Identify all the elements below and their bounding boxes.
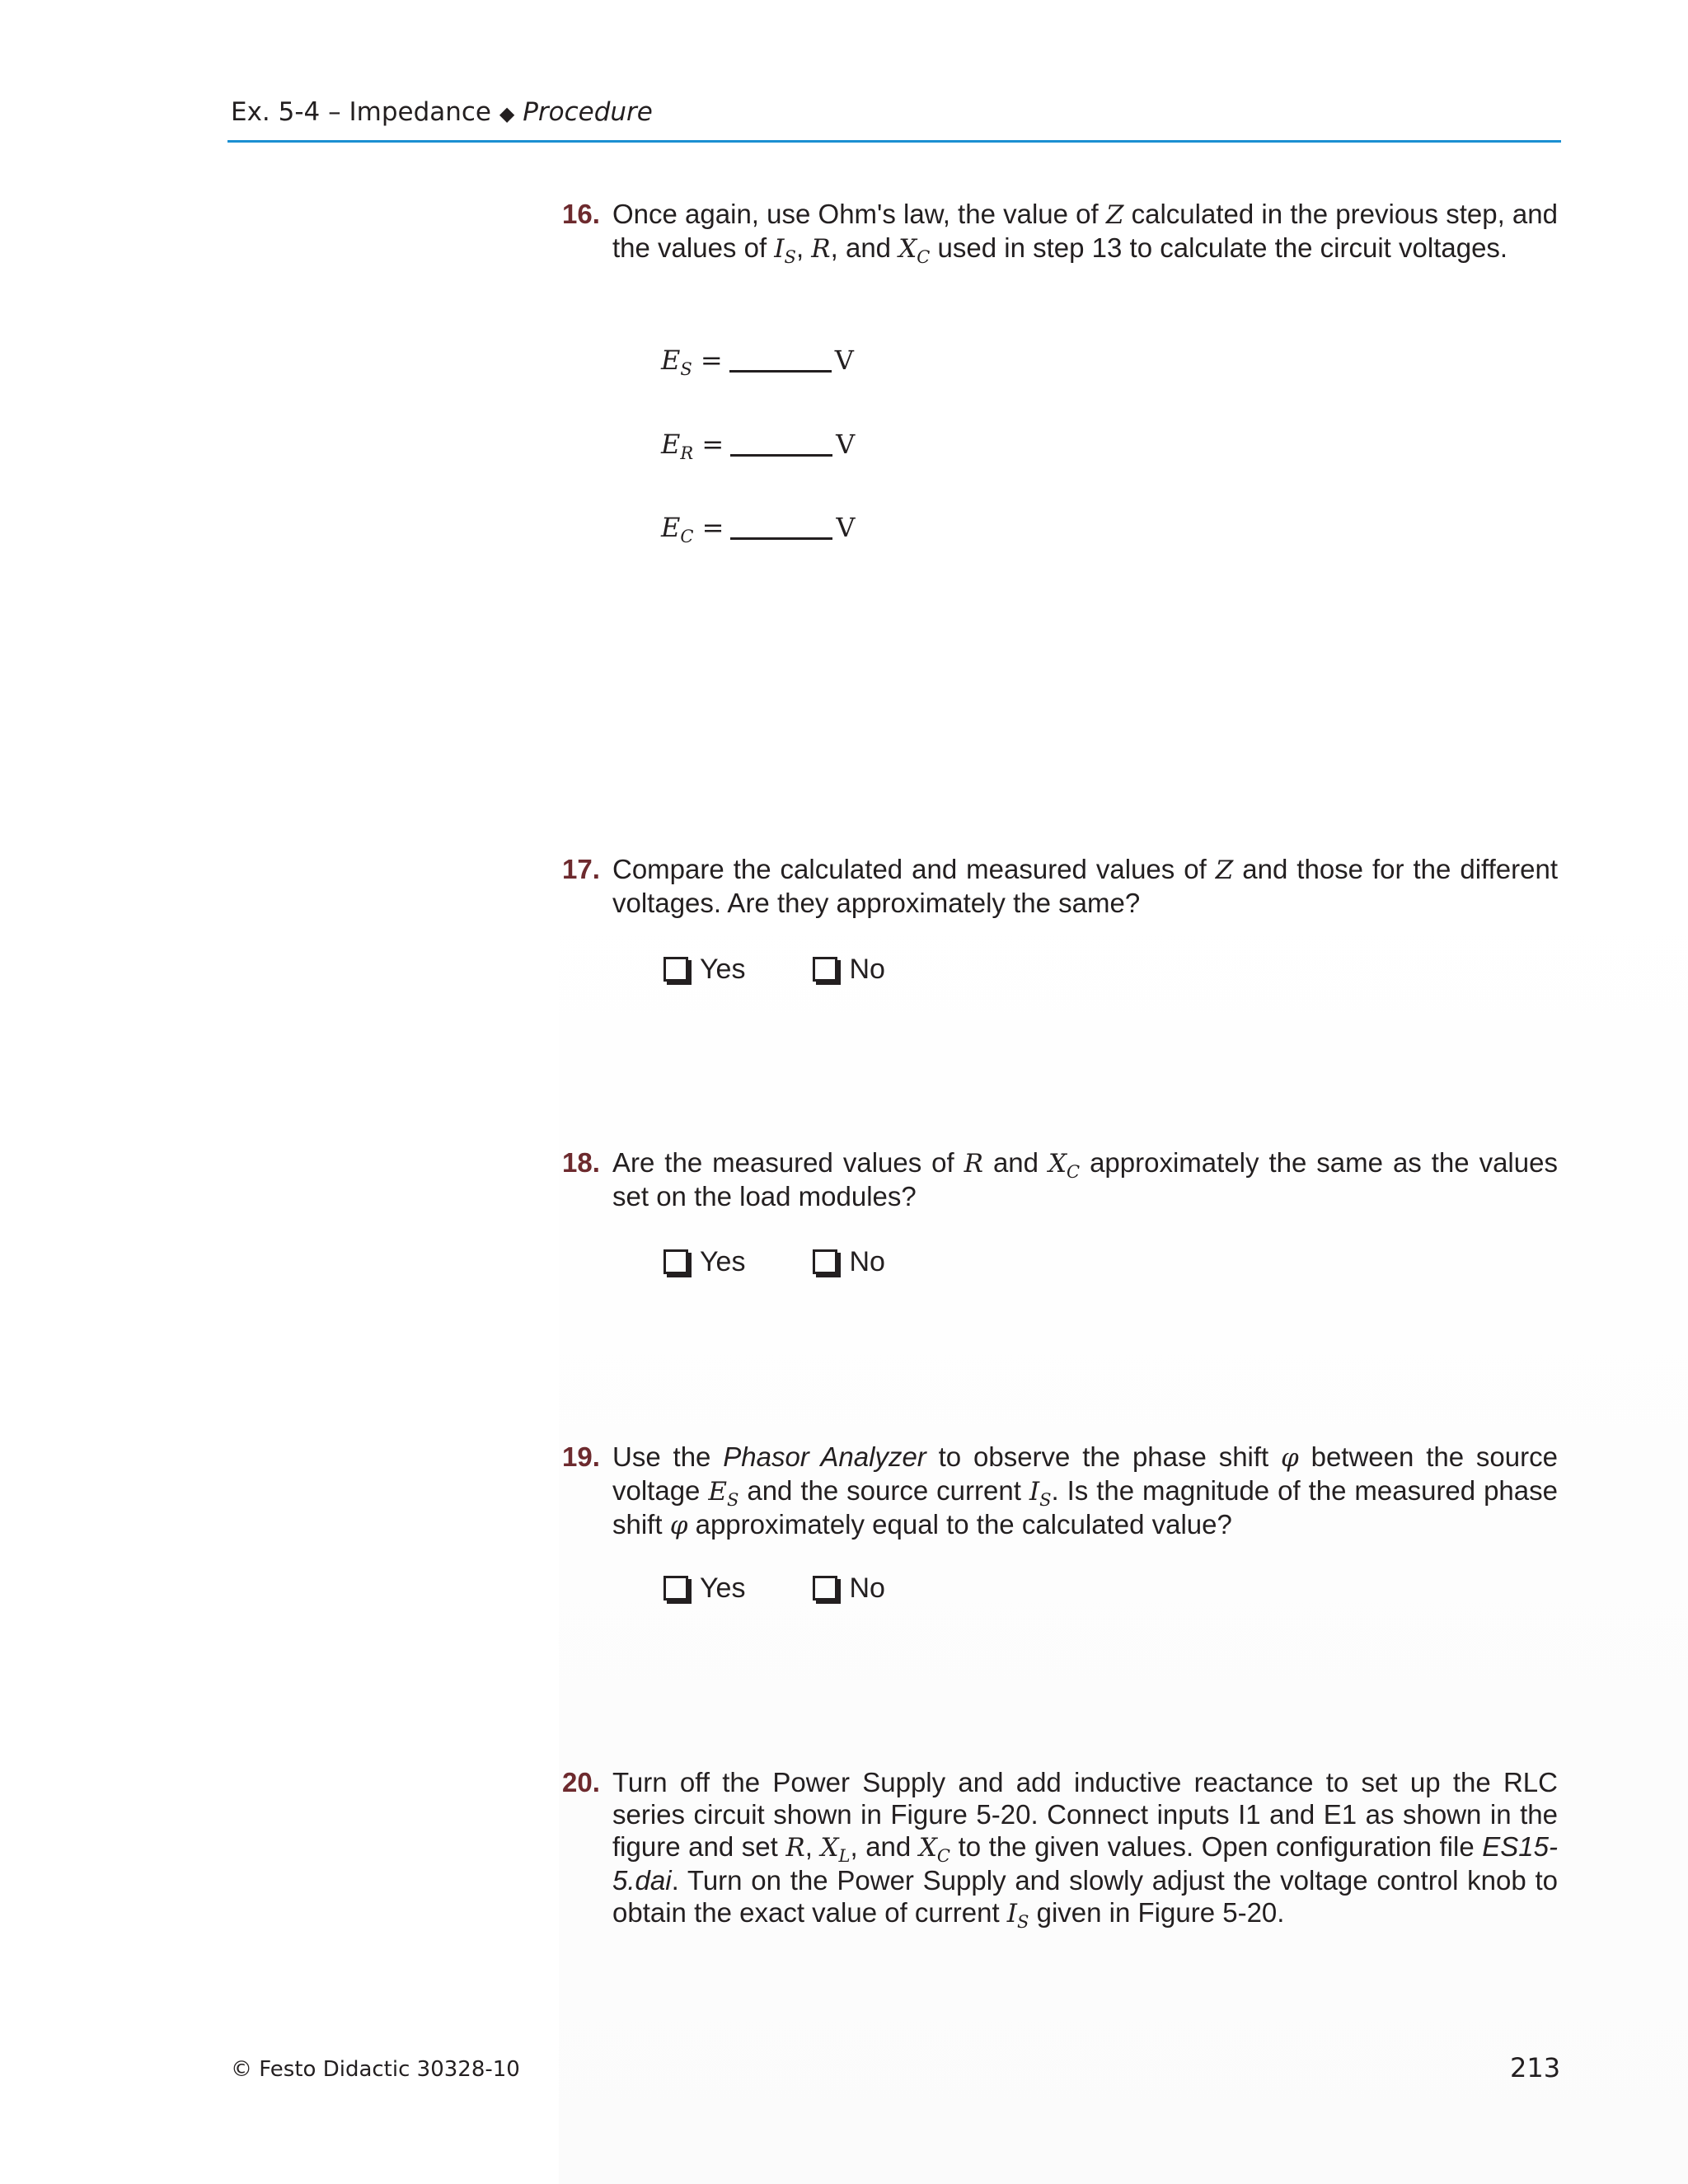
checkbox-icon xyxy=(813,1249,837,1274)
equation-ec: $E_C = V$ xyxy=(661,512,856,546)
yes-checkbox[interactable]: Yes xyxy=(663,1572,745,1605)
step-text: Are the measured values of R and $X_C$ approximately the same as the values set on the load modules? xyxy=(612,1147,1558,1212)
step-19 xyxy=(562,1441,1558,1542)
answer-options-17 xyxy=(663,954,885,990)
answer-options-18 xyxy=(663,1246,885,1282)
checkbox-icon xyxy=(663,1249,688,1274)
diamond-icon: ◆ xyxy=(499,102,515,125)
step-text: Turn off the Power Supply and add inductive reactance to set up the RLC series circuit shown in Figure 5-20. Connect inputs I1 and E1 as shown in the figure and set R, $X_L$, and $X_C$ to the given values. Open configuration file ES15-5.dai. Turn on the Power Supply and slowly adjust the voltage control knob to obtain the exact value of current $I_S$ given in Figure 5-20. xyxy=(612,1767,1558,1932)
checkbox-icon xyxy=(813,1576,837,1601)
equation-er: $E_R = V$ xyxy=(661,429,856,463)
header-rule xyxy=(227,140,1561,143)
step-20 xyxy=(562,1766,1558,1930)
step-text: Compare the calculated and measured values of Z and those for the different voltages. Are they approximately the same? xyxy=(612,854,1558,918)
step-text: Once again, use Ohm's law, the value of Z calculated in the previous step, and the values of $I_S$, R, and $X_C$ used in step 13 to calculate the circuit voltages. xyxy=(612,199,1558,267)
yes-checkbox[interactable]: Yes xyxy=(663,1246,745,1278)
no-checkbox[interactable]: No xyxy=(813,954,884,986)
checkbox-icon xyxy=(663,957,688,982)
running-header xyxy=(231,97,653,127)
step-17 xyxy=(562,853,1558,919)
equation-es: $E_S = V$ xyxy=(661,344,854,379)
page-number: 213 xyxy=(1510,2052,1561,2083)
step-number: 17. xyxy=(562,854,600,884)
step-18 xyxy=(562,1146,1558,1212)
step-16 xyxy=(562,198,1558,265)
answer-blank[interactable] xyxy=(729,347,832,373)
yes-checkbox[interactable]: Yes xyxy=(663,954,745,986)
checkbox-icon xyxy=(663,1576,688,1601)
step-text: Use the Phasor Analyzer to observe the phase shift φ between the source voltage $E_S$ and the source current $I_S$. Is the magnitude of the measured phase shift φ approximately equal to the calculated value? xyxy=(612,1441,1558,1540)
step-number: 20. xyxy=(562,1767,600,1797)
no-checkbox[interactable]: No xyxy=(813,1246,884,1278)
step-number: 16. xyxy=(562,199,600,229)
step-number: 19. xyxy=(562,1441,600,1472)
step-number: 18. xyxy=(562,1147,600,1178)
header-section: Procedure xyxy=(523,97,653,127)
answer-options-19 xyxy=(663,1572,885,1609)
no-checkbox[interactable]: No xyxy=(813,1572,884,1605)
footer-copyright: © Festo Didactic 30328-10 xyxy=(231,2057,520,2082)
answer-blank[interactable] xyxy=(730,514,832,540)
answer-blank[interactable] xyxy=(730,431,832,457)
header-title: Ex. 5-4 – Impedance xyxy=(231,97,492,127)
checkbox-icon xyxy=(813,957,837,982)
